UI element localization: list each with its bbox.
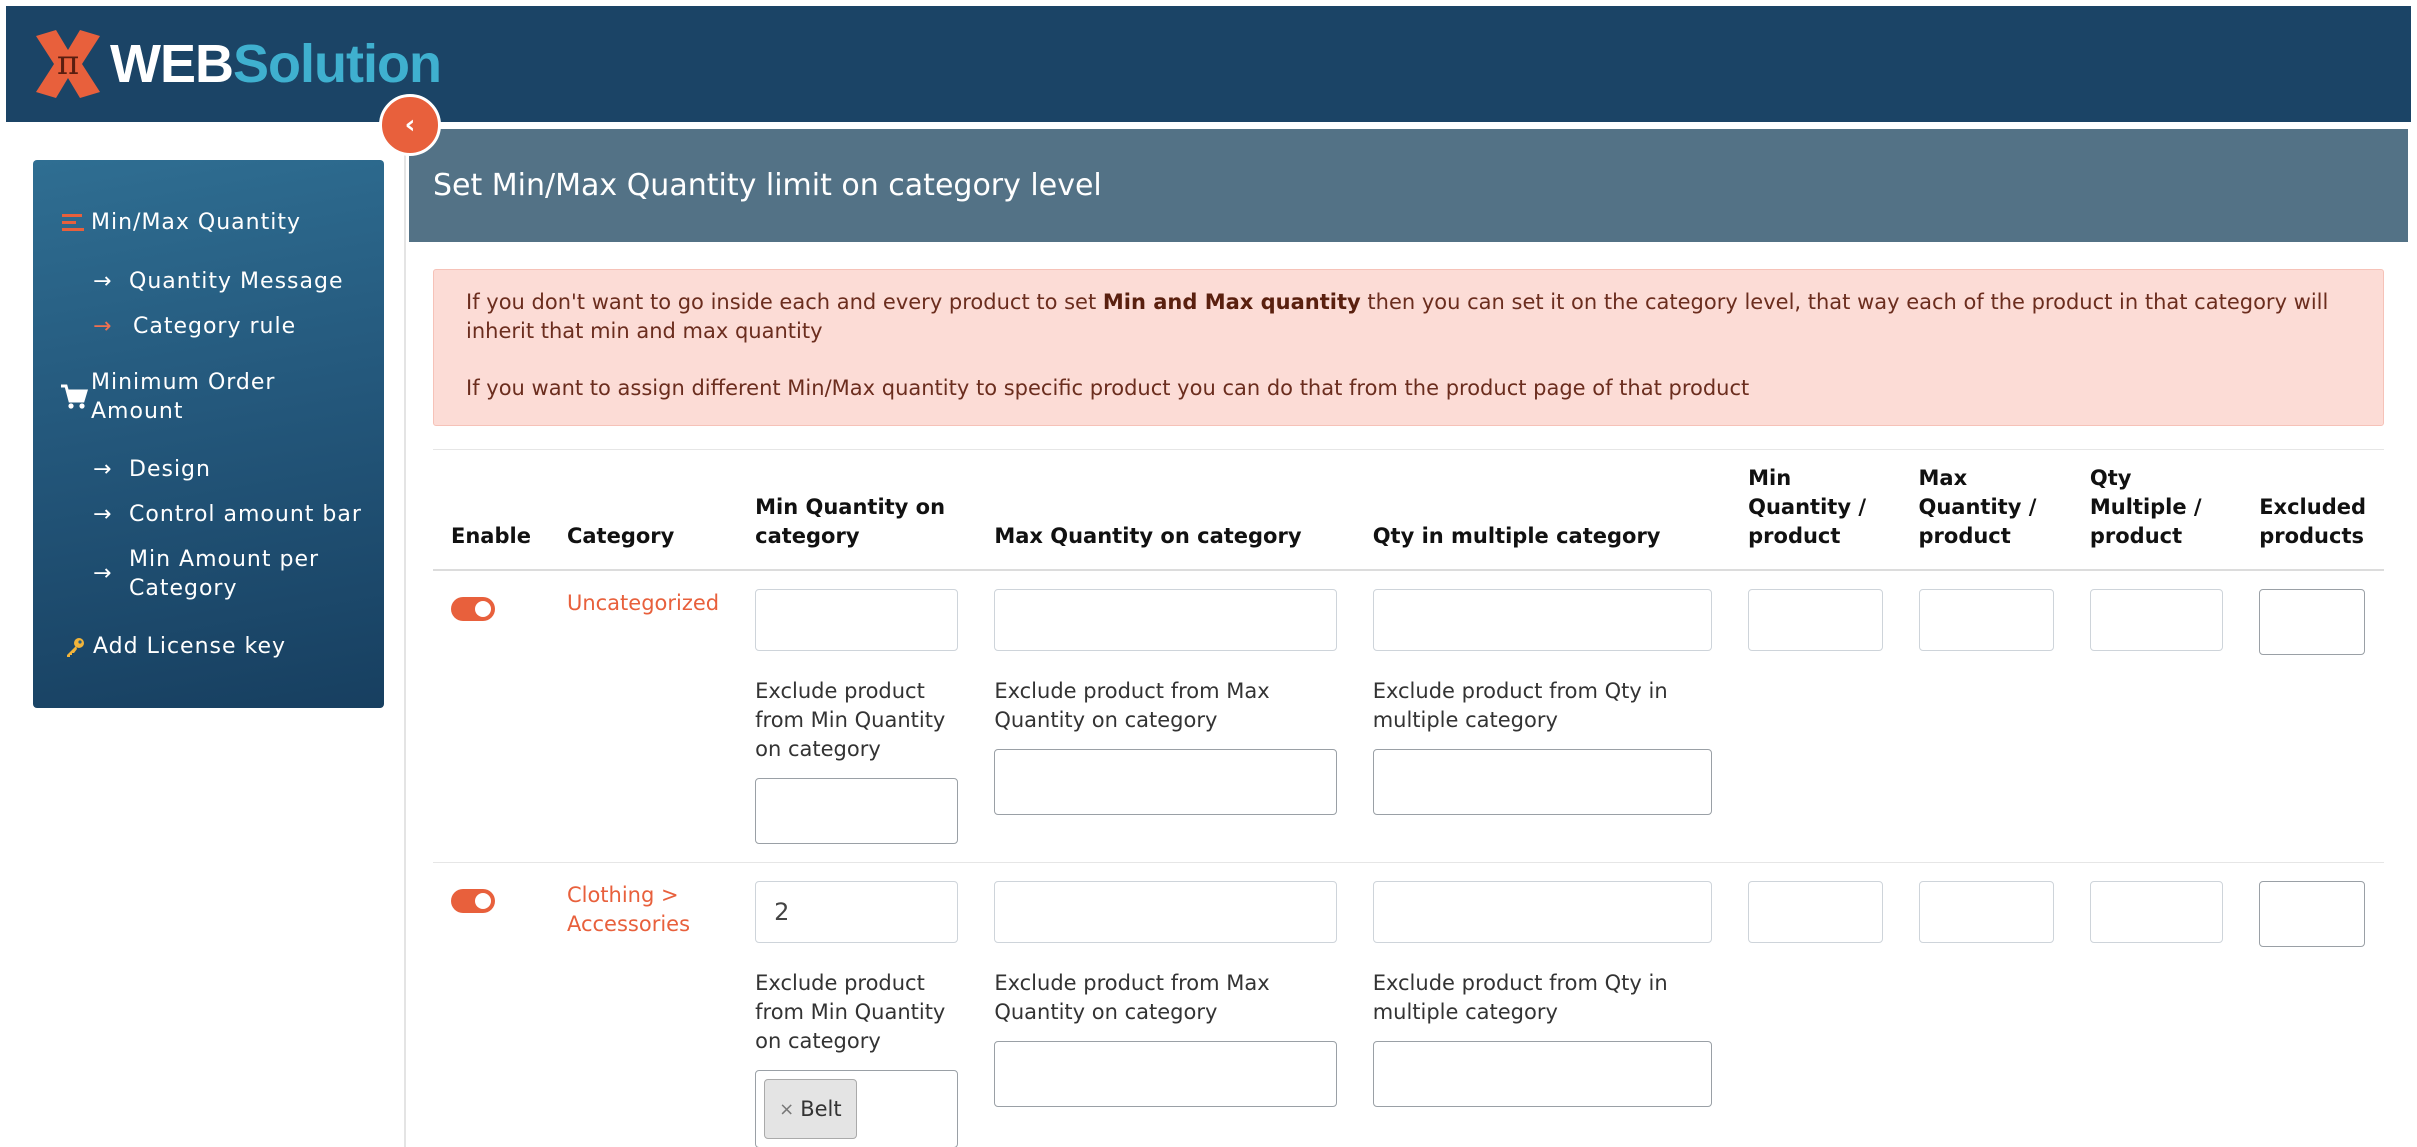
top-bar bbox=[6, 6, 2411, 122]
enable-toggle[interactable] bbox=[451, 889, 495, 913]
chevron-left-icon: ‹ bbox=[404, 110, 416, 140]
max-qty-product-cell bbox=[1901, 863, 2072, 1147]
arrow-right-icon: → bbox=[93, 502, 113, 527]
col-min-qty-category: Min Quantity on category bbox=[737, 450, 976, 571]
max-qty-cell bbox=[976, 863, 1354, 1147]
sidebar-item-label: Min/Max Quantity bbox=[91, 210, 301, 235]
arrow-right-icon: → bbox=[93, 561, 113, 586]
multi-qty-cell bbox=[1355, 570, 1730, 863]
min-qty-product-cell bbox=[1730, 570, 1900, 863]
sidebar-item-label: Design bbox=[129, 457, 211, 482]
category-cell bbox=[549, 570, 737, 863]
arrow-right-icon: → bbox=[93, 269, 113, 294]
qty-multiple-category-input[interactable] bbox=[1373, 881, 1712, 943]
sidebar-item-label: Quantity Message bbox=[129, 269, 344, 294]
sidebar-item-minimum-order-amount[interactable] bbox=[57, 368, 357, 426]
table-row bbox=[433, 570, 2384, 863]
max-qty-product-input[interactable] bbox=[1919, 881, 2054, 943]
sidebar-item-design[interactable] bbox=[93, 455, 211, 484]
pi-x-logo-icon bbox=[26, 22, 110, 106]
min-qty-category-input[interactable]: 2 bbox=[755, 881, 958, 943]
enable-cell bbox=[433, 570, 549, 863]
exclude-multi-select[interactable] bbox=[1373, 1041, 1712, 1107]
notice-paragraph-2: If you want to assign different Min/Max quantity to specific product you can do that from the product page of that product bbox=[466, 376, 1750, 400]
exclude-max-label: Exclude product from Max Quantity on category bbox=[994, 971, 1270, 1024]
sidebar-item-label: Minimum Order Amount bbox=[91, 370, 276, 424]
enable-toggle[interactable] bbox=[451, 597, 495, 621]
max-qty-product-input[interactable] bbox=[1919, 589, 2054, 651]
arrow-right-icon: → bbox=[93, 314, 113, 339]
category-rules-table bbox=[433, 449, 2384, 1147]
col-max-qty-category: Max Quantity on category bbox=[976, 450, 1354, 571]
max-qty-category-input[interactable] bbox=[994, 589, 1336, 651]
exclude-max-label: Exclude product from Max Quantity on category bbox=[994, 679, 1270, 732]
excluded-products-input[interactable] bbox=[2259, 589, 2365, 655]
category-cell bbox=[549, 863, 737, 1147]
min-qty-product-input[interactable] bbox=[1748, 589, 1882, 651]
cart-icon bbox=[57, 368, 91, 426]
qty-multiple-product-cell bbox=[2072, 570, 2241, 863]
notice-paragraph-1: If you don't want to go inside each and every product to set Min and Max quantity then you can set it on the category level, that way each of the product in that category will inherit that min and max quantity bbox=[466, 290, 2329, 343]
min-qty-product-input[interactable] bbox=[1748, 881, 1882, 943]
svg-text:π: π bbox=[56, 43, 80, 83]
exclude-max-select[interactable] bbox=[994, 749, 1336, 815]
qty-multiple-product-input[interactable] bbox=[2090, 881, 2223, 943]
col-qty-multiple-product: Qty Multiple / product bbox=[2072, 450, 2241, 571]
max-qty-product-cell bbox=[1901, 570, 2072, 863]
info-notice bbox=[433, 269, 2384, 426]
col-category: Category bbox=[549, 450, 737, 571]
sidebar-item-min-max-quantity[interactable] bbox=[57, 208, 301, 237]
brand-logo[interactable] bbox=[26, 22, 441, 106]
exclude-min-label: Exclude product from Min Quantity on category bbox=[755, 679, 946, 761]
sidebar-item-label: Add License key bbox=[93, 634, 287, 659]
arrow-right-icon: → bbox=[93, 457, 113, 482]
exclude-multi-select[interactable] bbox=[1373, 749, 1712, 815]
brand-name: WEBSolution bbox=[110, 34, 441, 94]
list-icon bbox=[57, 208, 91, 237]
main-content bbox=[409, 122, 2408, 1147]
table-header-row bbox=[433, 450, 2384, 571]
tag-label: Belt bbox=[800, 1097, 842, 1121]
min-qty-product-cell bbox=[1730, 863, 1900, 1147]
category-link[interactable]: Uncategorized bbox=[566, 591, 720, 615]
table-row bbox=[433, 863, 2384, 1147]
sidebar-nav bbox=[33, 160, 384, 708]
exclude-max-select[interactable] bbox=[994, 1041, 1336, 1107]
sidebar-item-min-amount-per-category[interactable] bbox=[93, 545, 373, 603]
exclude-multi-label: Exclude product from Qty in multiple category bbox=[1372, 679, 1668, 732]
min-qty-category-input[interactable] bbox=[755, 589, 958, 651]
sidebar-item-label: Category rule bbox=[133, 314, 297, 339]
sidebar-item-quantity-message[interactable] bbox=[93, 267, 343, 296]
col-enable: Enable bbox=[433, 450, 549, 571]
sidebar-item-category-rule[interactable] bbox=[93, 312, 296, 341]
sidebar-item-control-amount-bar[interactable] bbox=[93, 500, 362, 529]
sidebar-item-add-license-key[interactable] bbox=[57, 632, 286, 661]
page-frame bbox=[6, 6, 2411, 1147]
max-qty-cell bbox=[976, 570, 1354, 863]
exclude-multi-label: Exclude product from Qty in multiple category bbox=[1372, 971, 1668, 1024]
exclude-min-select[interactable] bbox=[755, 778, 958, 844]
col-qty-multiple-category: Qty in multiple category bbox=[1355, 450, 1730, 571]
key-icon bbox=[57, 632, 93, 661]
sidebar-item-label: Min Amount per Category bbox=[129, 547, 320, 601]
qty-multiple-product-input[interactable] bbox=[2090, 589, 2223, 651]
selected-product-tag[interactable] bbox=[764, 1079, 857, 1139]
excluded-products-input[interactable] bbox=[2259, 881, 2365, 947]
left-column bbox=[6, 122, 406, 1147]
excluded-products-cell bbox=[2241, 570, 2384, 863]
category-link[interactable]: Clothing > Accessories bbox=[566, 883, 691, 936]
min-qty-cell bbox=[737, 570, 976, 863]
excluded-products-cell bbox=[2241, 863, 2384, 1147]
max-qty-category-input[interactable] bbox=[994, 881, 1336, 943]
remove-tag-icon[interactable]: × bbox=[779, 1098, 795, 1120]
qty-multiple-product-cell bbox=[2072, 863, 2241, 1147]
exclude-min-select[interactable] bbox=[755, 1070, 958, 1147]
col-max-qty-product: Max Quantity / product bbox=[1901, 450, 2072, 571]
col-min-qty-product: Min Quantity / product bbox=[1730, 450, 1900, 571]
qty-multiple-category-input[interactable] bbox=[1373, 589, 1712, 651]
multi-qty-cell bbox=[1355, 863, 1730, 1147]
min-qty-cell bbox=[737, 863, 976, 1147]
page-title: Set Min/Max Quantity limit on category level bbox=[409, 129, 2408, 242]
enable-cell bbox=[433, 863, 549, 1147]
sidebar-item-label: Control amount bar bbox=[129, 502, 362, 527]
sidebar-collapse-button[interactable] bbox=[379, 94, 441, 156]
col-excluded-products: Excluded products bbox=[2241, 450, 2384, 571]
exclude-min-label: Exclude product from Min Quantity on category bbox=[755, 971, 946, 1053]
